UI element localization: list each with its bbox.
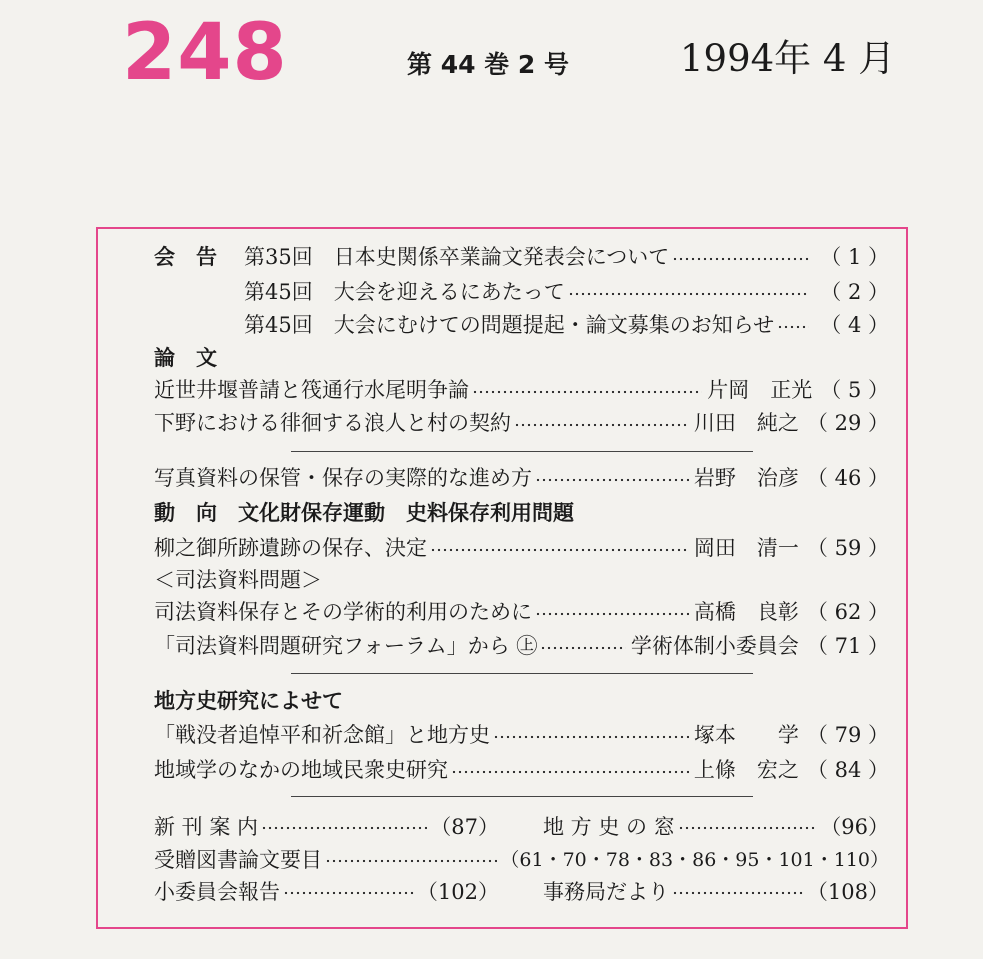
toc-entry[interactable] [154, 845, 889, 875]
issue-number: 248 [122, 8, 288, 98]
section-label-announce: 会 告 [154, 245, 217, 269]
entry-author: 片岡 正光 [707, 378, 813, 402]
leader-dots [535, 476, 689, 484]
issue-date: 1994年 4 月 [680, 37, 896, 80]
section-divider [291, 796, 753, 797]
leader-dots [514, 421, 689, 429]
entry-author: 上條 宏之 [693, 758, 799, 782]
section-divider [291, 451, 753, 452]
leader-dots [430, 546, 689, 554]
entry-title: 柳之御所跡遺跡の保存、決定 [154, 536, 427, 560]
entry-page: （ 79 ） [806, 723, 889, 747]
entry-page: （ 84 ） [806, 758, 889, 782]
toc-entry[interactable] [154, 463, 889, 493]
section-divider [291, 673, 753, 674]
entry-title: 近世井堰普請と筏通行水尾明争論 [154, 378, 469, 402]
leader-dots [777, 323, 809, 331]
section-label-trends: 動 向 文化財保存運動 史料保存利用問題 [154, 501, 574, 525]
entry-page: （96） [820, 815, 889, 839]
leader-dots [535, 610, 689, 618]
leader-dots [283, 890, 414, 898]
leader-dots [672, 255, 809, 263]
leader-dots [325, 858, 497, 866]
leader-dots [672, 890, 804, 898]
entry-page: （102） [416, 880, 499, 904]
entry-title: 地 方 史 の 窓 [543, 815, 675, 839]
entry-title: 第45回 大会にむけての問題提起・論文募集のお知らせ [244, 313, 775, 337]
entry-author: 川田 純之 [693, 411, 799, 435]
entry-page: （ 71 ） [806, 634, 889, 658]
entry-title: 受贈図書論文要目 [154, 848, 322, 872]
entry-title: 地域学のなかの地域民衆史研究 [154, 758, 448, 782]
entry-title: 小委員会報告 [154, 880, 280, 904]
volume-number: 第 44 巻 2 号 [407, 50, 569, 79]
toc-entry[interactable] [154, 533, 889, 563]
entry-page: （ 4 ） [820, 313, 889, 337]
leader-dots [568, 290, 810, 298]
entry-page: （ 46 ） [806, 466, 889, 490]
entry-page: （108） [806, 880, 889, 904]
toc-entry[interactable] [543, 877, 889, 907]
entry-author: 塚本 学 [693, 723, 799, 747]
section-label-papers: 論 文 [154, 346, 217, 370]
entry-author: 高橋 良彰 [693, 600, 799, 624]
leader-dots [493, 733, 689, 741]
entry-title: 第35回 日本史関係卒業論文発表会について [244, 245, 670, 269]
leader-dots [451, 768, 689, 776]
toc-entry[interactable] [154, 755, 889, 785]
toc-entry[interactable] [154, 408, 889, 438]
toc-entry[interactable] [154, 242, 889, 272]
entry-title: 事務局だより [543, 880, 669, 904]
leader-dots [261, 825, 427, 833]
leader-dots [540, 644, 626, 652]
entry-author: 岡田 清一 [693, 536, 799, 560]
entry-title: 新 刊 案 内 [154, 815, 259, 839]
toc-entry[interactable] [154, 597, 889, 627]
toc-entry[interactable] [244, 277, 889, 307]
toc-entry[interactable] [154, 720, 889, 750]
entry-page: （ 1 ） [820, 245, 889, 269]
entry-title: 第45回 大会を迎えるにあたって [244, 280, 565, 304]
section-label-local: 地方史研究によせて [154, 689, 343, 713]
entry-author: 岩野 治彦 [693, 466, 799, 490]
entry-author: 学術体制小委員会 [630, 634, 799, 658]
entry-page: （ 59 ） [806, 536, 889, 560]
toc-entry[interactable] [154, 877, 499, 907]
entry-page: （61・70・78・83・86・95・101・110） [500, 849, 889, 871]
sub-section-label: ＜司法資料問題＞ [154, 568, 322, 592]
entry-page: （ 62 ） [806, 600, 889, 624]
entry-title: 「司法資料問題研究フォーラム」から ㊤ [154, 634, 538, 658]
entry-title: 「戦没者追悼平和祈念館」と地方史 [154, 723, 490, 747]
entry-title: 司法資料保存とその学術的利用のために [154, 600, 532, 624]
toc-entry[interactable] [154, 812, 499, 842]
entry-title: 下野における徘徊する浪人と村の契約 [154, 411, 511, 435]
entry-page: （87） [430, 815, 499, 839]
toc-entry[interactable] [244, 310, 889, 340]
leader-dots [678, 825, 818, 833]
entry-page: （ 5 ） [820, 378, 889, 402]
entry-page: （ 2 ） [820, 280, 889, 304]
entry-page: （ 29 ） [806, 411, 889, 435]
toc-entry[interactable] [154, 631, 889, 661]
toc-entry[interactable] [543, 812, 889, 842]
leader-dots [472, 388, 702, 396]
toc-entry[interactable] [154, 375, 889, 405]
entry-title: 写真資料の保管・保存の実際的な進め方 [154, 466, 532, 490]
